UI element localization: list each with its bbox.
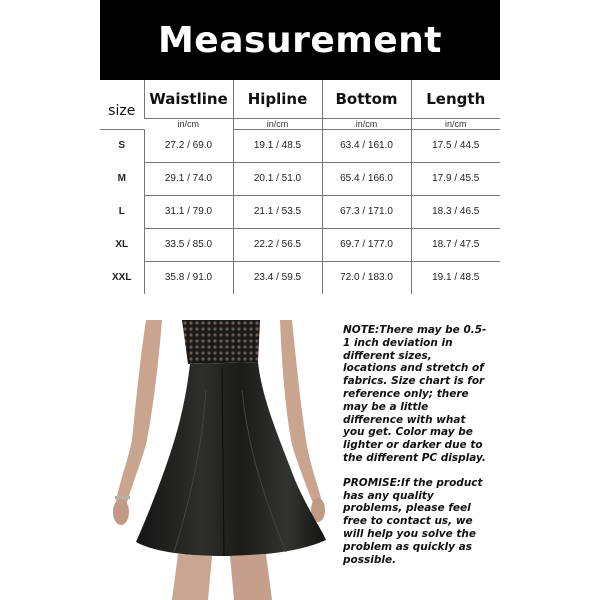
title-banner (100, 0, 500, 80)
bottom-cell: 65.4 / 166.0 (322, 162, 411, 195)
length-cell: 17.9 / 45.5 (411, 162, 500, 195)
size-cell: XXL (112, 272, 132, 283)
hipline-cell: 22.2 / 56.5 (233, 228, 322, 261)
table-header-row (100, 80, 500, 118)
table-row (100, 195, 500, 228)
size-cell: XL (115, 239, 129, 250)
waistline-cell: 29.1 / 74.0 (144, 162, 233, 195)
unit-label: in/cm (177, 118, 199, 129)
promise-note: PROMISE:If the product has any quality problems, please feel free to contact us, we will help you solve the problem as quickly as possible. (343, 476, 483, 566)
bottom-cell: 69.7 / 177.0 (322, 228, 411, 261)
hipline-cell: 23.4 / 59.5 (233, 261, 322, 294)
length-cell: 18.7 / 47.5 (411, 228, 500, 261)
column-header-length: Length (411, 80, 500, 118)
product-photo (110, 320, 335, 600)
waistline-cell: 31.1 / 79.0 (144, 195, 233, 228)
table-row (100, 129, 500, 162)
bottom-cell: 72.0 / 183.0 (322, 261, 411, 294)
table-row (100, 228, 500, 261)
deviation-note: NOTE:There may be 0.5-1 inch deviation in different sizes, locations and stretch of fabrics. Size chart is for reference only; there may be a little difference with what you get. Color may be lighter or darker due to the different PC display. (343, 324, 487, 464)
bottom-cell: 63.4 / 161.0 (322, 129, 411, 162)
units-row (100, 118, 500, 129)
unit-label: in/cm (411, 118, 500, 129)
length-cell: 19.1 / 48.5 (411, 261, 500, 294)
bottom-cell: 67.3 / 171.0 (322, 195, 411, 228)
length-cell: 18.3 / 46.5 (411, 195, 500, 228)
length-cell: 17.5 / 44.5 (411, 129, 500, 162)
column-header-bottom: Bottom (322, 80, 411, 118)
notes-panel (343, 324, 488, 578)
hipline-cell: 21.1 / 53.5 (233, 195, 322, 228)
hipline-cell: 19.1 / 48.5 (233, 129, 322, 162)
unit-label: in/cm (233, 118, 322, 129)
unit-label: in/cm (322, 118, 411, 129)
table-row (100, 261, 500, 294)
hipline-cell: 20.1 / 51.0 (233, 162, 322, 195)
size-cell: S (118, 140, 126, 152)
model-skirt-illustration (110, 320, 335, 600)
size-column-header: size (100, 80, 144, 129)
column-header-waistline: Waistline (144, 80, 233, 118)
column-header-hipline: Hipline (233, 80, 322, 118)
size-chart-table (100, 80, 500, 294)
table-row (100, 162, 500, 195)
waistline-cell: 33.5 / 85.0 (144, 228, 233, 261)
waistline-cell: 27.2 / 69.0 (144, 129, 233, 162)
page-title: Measurement (157, 19, 443, 61)
waistline-cell: 35.8 / 91.0 (144, 261, 233, 294)
size-cell: M (117, 173, 126, 184)
size-cell: L (118, 206, 125, 217)
